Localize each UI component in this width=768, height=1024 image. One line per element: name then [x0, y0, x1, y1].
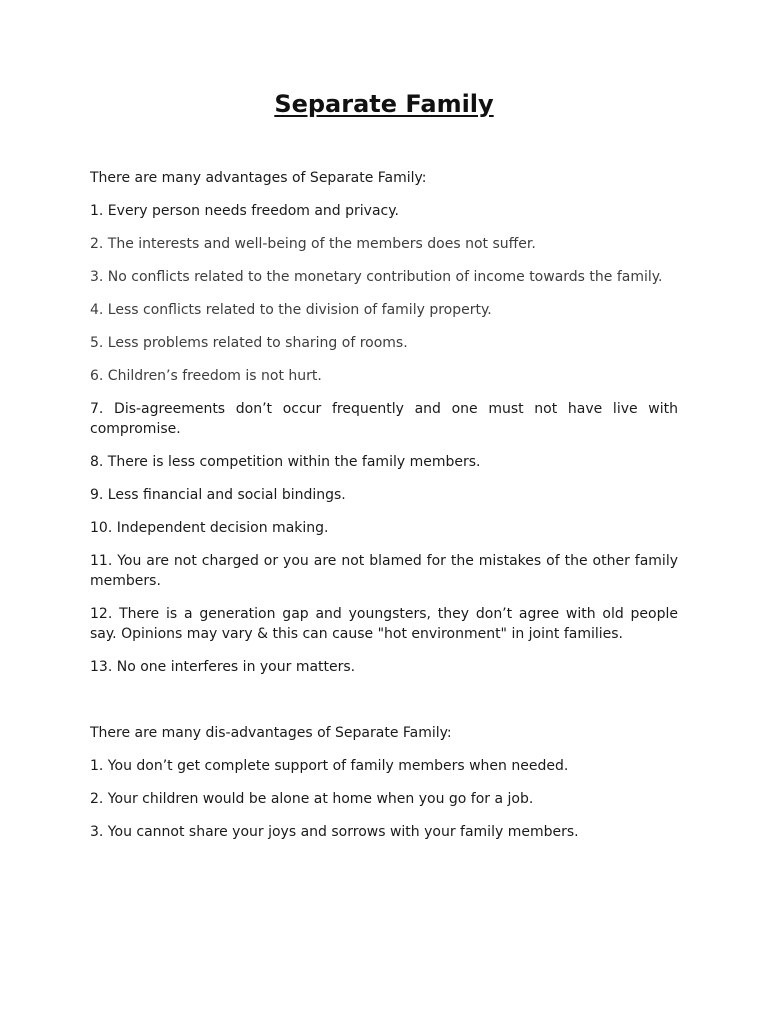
- document-body: [90, 168, 678, 855]
- section-spacer: [90, 690, 678, 723]
- advantage-item: 9. Less financial and social bindings.: [90, 487, 346, 503]
- advantages-intro: There are many advantages of Separate Family:: [90, 170, 427, 186]
- advantage-item: 12. There is a generation gap and youngsters, they don’t agree with old people say. Opinions may vary & this can cause "hot environment" in joint families.: [90, 606, 678, 642]
- advantage-item: 5. Less problems related to sharing of rooms.: [90, 335, 408, 351]
- disadvantage-item: 3. You cannot share your joys and sorrows with your family members.: [90, 824, 579, 840]
- advantage-item: 3. No conflicts related to the monetary contribution of income towards the family.: [90, 269, 663, 285]
- advantage-item: 8. There is less competition within the family members.: [90, 454, 481, 470]
- disadvantage-item: 1. You don’t get complete support of family members when needed.: [90, 758, 569, 774]
- advantage-item: 6. Children’s freedom is not hurt.: [90, 368, 322, 384]
- page-title: Separate Family: [274, 90, 494, 118]
- disadvantages-intro: There are many dis-advantages of Separate Family:: [90, 725, 452, 741]
- disadvantage-item: 2. Your children would be alone at home when you go for a job.: [90, 791, 534, 807]
- advantage-item: 1. Every person needs freedom and privacy.: [90, 203, 399, 219]
- advantage-item: 4. Less conflicts related to the division of family property.: [90, 302, 492, 318]
- advantage-item: 13. No one interferes in your matters.: [90, 659, 356, 675]
- advantage-item: 2. The interests and well-being of the members does not suffer.: [90, 236, 536, 252]
- advantage-item: 11. You are not charged or you are not blamed for the mistakes of the other family members.: [90, 553, 678, 589]
- advantage-item: 7. Dis-agreements don’t occur frequently and one must not have live with compromise.: [90, 401, 678, 437]
- advantage-item: 10. Independent decision making.: [90, 520, 329, 536]
